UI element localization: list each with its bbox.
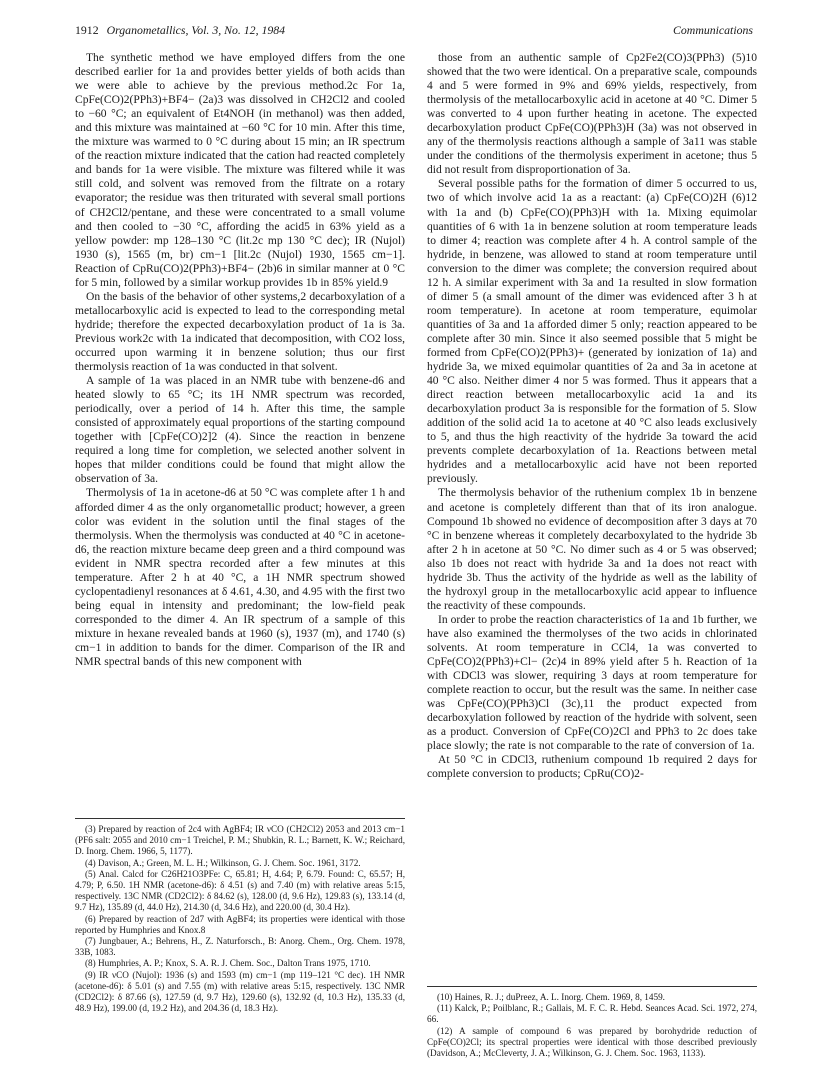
paragraph: A sample of 1a was placed in an NMR tube with benzene-d6 and heated slowly to 65 °C; its 1H NMR spectrum was recorded, periodically, over a period of 14 h. After this time, the sample consisted of approximately equal proportions of the starting compound together with [CpFe(CO)2]2 (4). Since the reaction in benzene required a long time for completion, we selected another solvent in hopes that milder conditions could be found that might allow the observation of 3a. — [75, 375, 405, 486]
footnote: (12) A sample of compound 6 was prepared by borohydride reduction of CpFe(CO)2Cl; its spectral properties were identical with those described previously (Davidson, A.; McCleverty, J. A.; Wilkinson, G. J. Chem. Soc. 1963, 1133). — [427, 1025, 757, 1059]
footnote: (4) Davison, A.; Green, M. L. H.; Wilkinson, G. J. Chem. Soc. 1961, 3172. — [85, 857, 361, 868]
paragraph: In order to probe the reaction characteristics of 1a and 1b further, we have also examined the thermolyses of the two acids in chlorinated solvents. At room temperature in CCl4, 1a was converted to CpFe(CO)2(PPh3)+Cl− (2c)4 in 89% yield after 5 h. Reaction of 1a with CDCl3 was slower, requiring 3 days at room temperature for complete reaction to occur, but the result was the same. In neither case was CpFe(CO)(PPh3)Cl (3c),11 the product expected from decarboxylation followed by reaction of the hydride with solvent, seen as a product. Conversion of CpFe(CO)2Cl and PPh3 to 2c does take place slowly; the rate is not comparable to the rate of conversion of 1a. — [427, 613, 757, 753]
paragraph: On the basis of the behavior of other systems,2 decarboxylation of a metallocarboxylic acid is expected to lead to the corresponding metal hydride; therefore the expected decarboxylation product of 1a is 3a. Previous work2c with 1a indicated that decomposition, with CO2 loss, occurred upon warming it in benzene solution; thus our first thermolysis reaction of 1a was conducted in that solvent. — [75, 290, 405, 374]
footnote: (6) Prepared by reaction of 2d7 with AgBF4; its properties were identical with those reported by Humphries and Knox.8 — [75, 913, 405, 935]
running-header — [75, 22, 753, 38]
section-title: Communications — [673, 23, 753, 37]
journal-citation: Organometallics, Vol. 3, No. 12, 1984 — [106, 23, 286, 37]
paragraph: The synthetic method we have employed differs from the one described earlier for 1a and provides better yields of both acids than we were able to achieve by the previous method.2c For 1a, CpFe(CO)2(PPh3)+BF4− (2a)3 was dissolved in CH2Cl2 and cooled to −60 °C; an equivalent of Et4NOH (in methanol) was then added, and this mixture was maintained at −60 °C for 10 min. After this time, the mixture was warmed to 0 °C during about 15 min; an IR spectrum of the reaction mixture indicated that the cation had reacted completely and bands for 1a were visible. The mixture was filtered while it was still cold, and solvent was removed from the filtrate on a rotary evaporator; the residue was then triturated with several small portions of CH2Cl2/pentane, and these were concentrated to a small volume and then cooled to −30 °C, affording the acid5 in 63% yield as a yellow powder: mp 128–130 °C (lit.2c mp 130 °C dec); IR (Nujol) 1930 (s), 1565 (m, br) cm−1 [lit.2c (Nujol) 1930, 1565 cm−1]. Reaction of CpRu(CO)2(PPh3)+BF4− (2b)6 in similar manner at 0 °C for 5 min, followed by a similar workup provides 1b in 85% yield.9 — [75, 52, 405, 289]
paragraph: Thermolysis of 1a in acetone-d6 at 50 °C was complete after 1 h and afforded dimer 4 as the only organometallic product; however, a green color was evident in the solution until the final stages of the thermolysis. When the thermolysis was conducted at 40 °C in acetone-d6, the reaction mixture became deep green and a third compound was evident in NMR spectra recorded after a few minutes at this temperature. After 2 h at 40 °C, a 1H NMR spectrum showed cyclopentadienyl resonances at δ 4.61, 4.30, and 4.95 with the first two being equal in intensity and predominant; the low-field peak corresponded to the dimer 4. An IR spectrum of a sample of this mixture in hexane revealed bands at 1960 (s), 1937 (m), and 1740 (s) cm−1 in addition to bands for the dimer. Comparison of the IR and NMR spectral bands of this new component with — [75, 487, 405, 669]
footnotes-right — [427, 986, 757, 1059]
footnote: (3) Prepared by reaction of 2c4 with AgBF4; IR νCO (CH2Cl2) 2053 and 2013 cm−1 (PF6 salt: 2055 and 2010 cm−1 Treichel, P. M.; Shubkin, R. L.; Barnett, K. W.; Reichard, D. Inorg. Chem. 1966, 5, 1177). — [75, 824, 405, 857]
header-left — [75, 22, 285, 38]
paragraph: The thermolysis behavior of the ruthenium complex 1b in benzene and acetone is completely different than that of its iron analogue. Compound 1b showed no evidence of decomposition after 3 days at 70 °C in benzene whereas it completely decarboxylated to the hydride 3b after 2 h in acetone at 50 °C. No dimer such as 4 or 5 was observed; also 1b does not react with hydride 3a and 1a does not react with hydride 3b. Thus the activity of the hydride as well as the lability of the hydroxyl group in the metallocarboxylic acid appear to influence the reactivity of these compounds. — [427, 487, 757, 612]
footnote: (7) Jungbauer, A.; Behrens, H., Z. Naturforsch., B: Anorg. Chem., Org. Chem. 1978, 33B, 1083. — [75, 936, 405, 958]
paragraph: Several possible paths for the formation of dimer 5 occurred to us, two of which involve acid 1a as a reactant: (a) CpFe(CO)2H (6)12 with 1a and (b) CpFe(CO)(PPh3)H with 1a. Mixing equimolar quantities of 6 with 1a in benzene solution at room temperature leads to dimer 4; reaction was complete after 4 h. A control sample of the hydride, in benzene, was allowed to stand at room temperature until conversion to the dimer was complete; the conversion required about 12 h. A similar experiment with 3a and 1a resulted in slow formation of dimer 5 (a small amount of the dimer was evidenced after 3 h at room temperature). In acetone at room temperature, equimolar quantities of 3a and 1a afforded dimer 5 only; reaction appeared to be complete after 30 min. Since it also seemed possible that 5 might be formed from CpFe(CO)2(PPh3)+ (generated by ionization of 1a) and hydride 3a, we mixed equimolar quantities of 2a and 3a in acetone at 40 °C also. Neither dimer 4 nor 5 was formed. Thus it appears that a direct reaction between metallocarboxylic acid 1a and its decarboxylation product 3a is responsible for the formation of 5. Slow addition of the solid acid 1a to acetone at 40 °C also leads exclusively to 5, and thus the high reactivity of the hydride 3a toward the acid prevents complete decarboxylation of 1a. Reactions between metal hydrides and a metallocarboxylic acid have not been reported previously. — [427, 178, 757, 486]
page-number: 1912 — [75, 23, 99, 37]
footnote: (11) Kalck, P.; Poilblanc, R.; Gallais, M. F. C. R. Hebd. Seances Acad. Sci. 1972, 274, 66. — [427, 1003, 757, 1025]
paragraph: At 50 °C in CDCl3, ruthenium compound 1b required 2 days for complete conversion to products; CpRu(CO)2- — [427, 754, 757, 781]
right-column — [427, 51, 757, 781]
footnotes-left — [75, 818, 405, 1014]
footnote: (9) IR νCO (Nujol): 1936 (s) and 1593 (m) cm−1 (mp 119–121 °C dec). 1H NMR (acetone-d6): δ 5.01 (s) and 7.55 (m) with relative areas 5:15, respectively. 13C NMR (CD2Cl2): δ 87.66 (s), 127.59 (d, 9.7 Hz), 129.60 (s), 132.92 (d, 10.3 Hz), 135.33 (d, 48.9 Hz), 199.00 (d, 19.2 Hz), and 204.36 (d, 18.3 Hz). — [75, 969, 405, 1014]
left-column — [75, 51, 405, 669]
footnote: (5) Anal. Calcd for C26H21O3PFe: C, 65.81; H, 4.64; P, 6.79. Found: C, 65.57; H, 4.79; P, 6.50. 1H NMR (acetone-d6): δ 4.51 (s) and 7.40 (m) with relative areas 5:15, respectively. 13C NMR (CD2Cl2): δ 84.62 (s), 128.00 (d, 9.6 Hz), 129.83 (s), 133.14 (d, 9.7 Hz), 135.89 (d, 44.0 Hz), 214.30 (d, 34.6 Hz), and 220.00 (d, 30.4 Hz). — [75, 868, 405, 913]
paragraph: those from an authentic sample of Cp2Fe2(CO)3(PPh3) (5)10 showed that the two were identical. On a preparative scale, compounds 4 and 5 were formed in 9% and 69% yields, respectively, from thermolysis of the metallocarboxylic acid in acetone at 40 °C. Dimer 5 was converted to 4 upon further heating in acetone. The expected decarboxylation product CpFe(CO)(PPh3)H (3a) was not observed in any of the thermolysis reactions although a sample of 3a11 was stable under the conditions of the thermolysis experiment in acetone; thus 5 did not result from disproportionation of 3a. — [427, 52, 757, 177]
footnote: (10) Haines, R. J.; duPreez, A. L. Inorg. Chem. 1969, 8, 1459. — [437, 992, 665, 1002]
footnote: (8) Humphries, A. P.; Knox, S. A. R. J. Chem. Soc., Dalton Trans 1975, 1710. — [85, 958, 371, 969]
